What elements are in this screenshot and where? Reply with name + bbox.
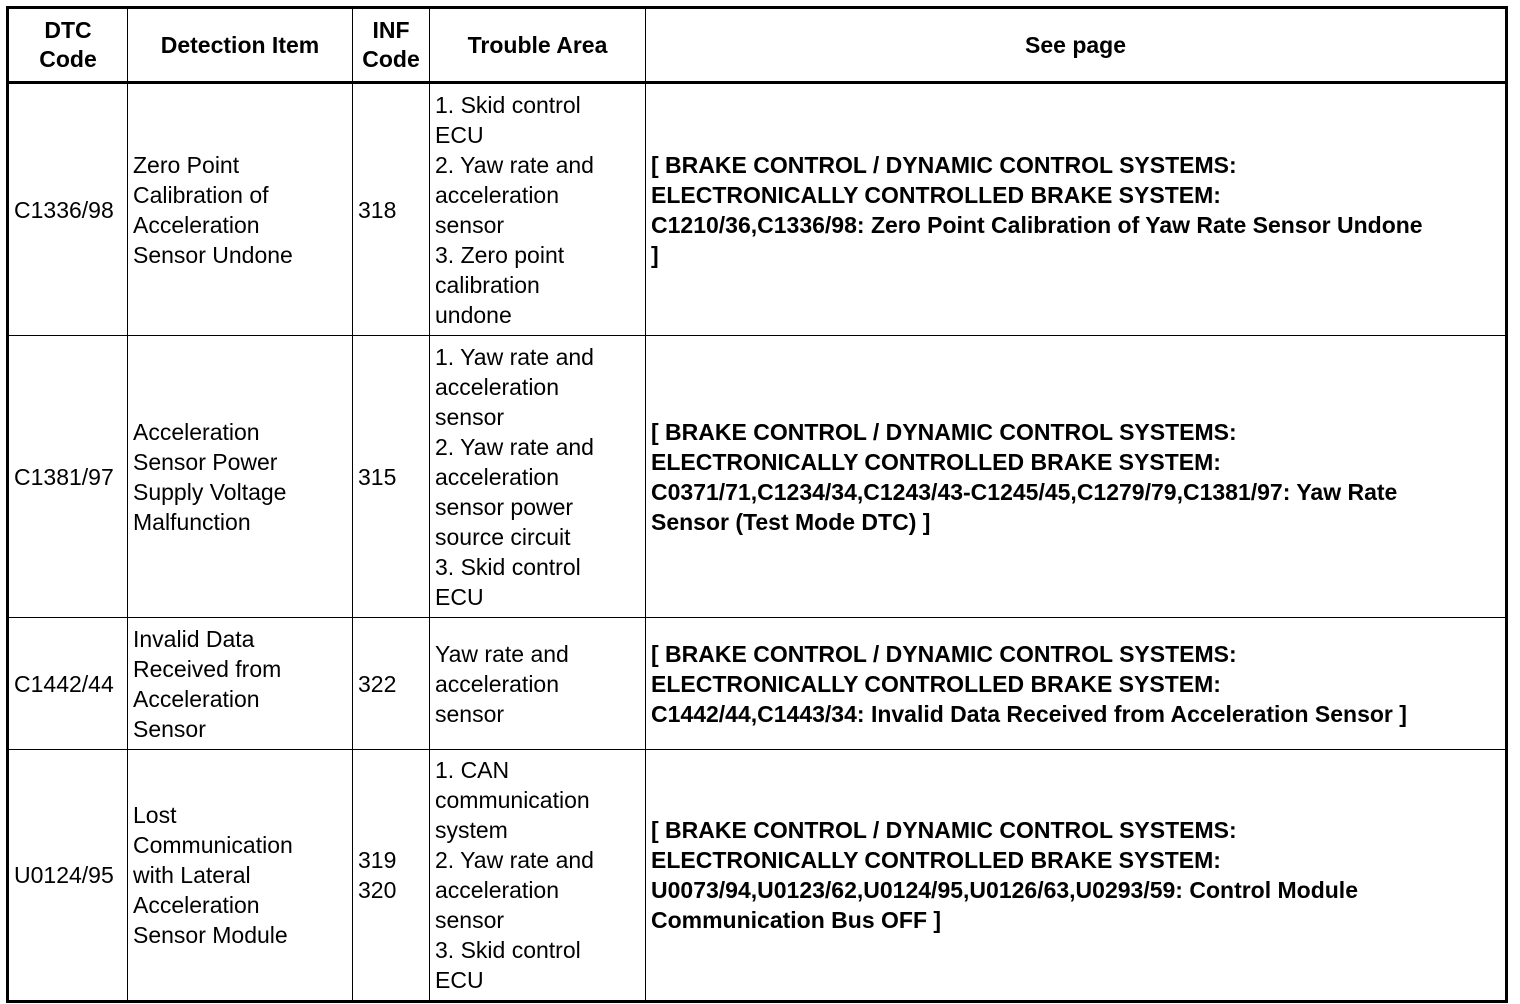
text-line: Calibration of	[133, 181, 269, 208]
text-line: Sensor Power	[133, 448, 278, 475]
text-line: acceleration	[435, 373, 560, 400]
text-line: 3. Zero point	[435, 241, 565, 268]
dtc-code-cell: C1336/98	[8, 83, 128, 336]
table-row	[8, 336, 1507, 618]
text-line: Acceleration	[133, 211, 260, 238]
table-row	[8, 618, 1507, 750]
header-see-page: See page	[646, 8, 1507, 83]
text-line: 1. Yaw rate and	[435, 343, 594, 370]
text-line: 3. Skid control	[435, 553, 581, 580]
table-row	[8, 83, 1507, 336]
text-line: Invalid Data	[133, 625, 255, 652]
text-line: acceleration	[435, 463, 560, 490]
text-line: undone	[435, 301, 512, 328]
header-inf-code-line: INF	[372, 17, 410, 43]
text-line: sensor power	[435, 493, 574, 520]
text-line: [ BRAKE CONTROL / DYNAMIC CONTROL SYSTEMS:	[651, 151, 1237, 178]
header-dtc-code	[8, 8, 128, 83]
detection-item-cell	[128, 83, 353, 336]
text-line: 315	[358, 463, 397, 490]
inf-code-cell	[353, 618, 430, 750]
text-line: ELECTRONICALLY CONTROLLED BRAKE SYSTEM:	[651, 181, 1221, 208]
text-line: sensor	[435, 403, 505, 430]
dtc-code-cell: U0124/95	[8, 750, 128, 1002]
text-line: Acceleration	[133, 685, 260, 712]
table-row	[8, 750, 1507, 1002]
text-line: 3. Skid control	[435, 937, 581, 963]
text-line: sensor	[435, 700, 505, 727]
text-line: acceleration	[435, 877, 560, 903]
text-line: ]	[651, 241, 659, 268]
text-line: 319	[358, 847, 397, 873]
text-line: system	[435, 817, 508, 843]
text-line: Acceleration	[133, 892, 260, 918]
text-line: [ BRAKE CONTROL / DYNAMIC CONTROL SYSTEMS:	[651, 817, 1237, 843]
text-line: 2. Yaw rate and	[435, 433, 594, 460]
trouble-area-cell	[430, 83, 646, 336]
see-page-link[interactable]	[646, 750, 1507, 1002]
text-line: communication	[435, 787, 590, 813]
header-row	[8, 8, 1507, 83]
text-line: 1. Skid control	[435, 91, 581, 118]
text-line: acceleration	[435, 181, 560, 208]
text-line: sensor	[435, 211, 505, 238]
trouble-area-cell	[430, 618, 646, 750]
trouble-area-cell	[430, 750, 646, 1002]
header-inf-code	[353, 8, 430, 83]
text-line: ELECTRONICALLY CONTROLLED BRAKE SYSTEM:	[651, 448, 1221, 475]
trouble-area-cell	[430, 336, 646, 618]
text-line: 1. CAN	[435, 757, 510, 783]
dtc-code-cell: C1442/44	[8, 618, 128, 750]
text-line: sensor	[435, 907, 505, 933]
see-page-link[interactable]	[646, 83, 1507, 336]
text-line: 2. Yaw rate and	[435, 847, 594, 873]
see-page-link[interactable]	[646, 618, 1507, 750]
text-line: Sensor Module	[133, 922, 288, 948]
text-line: source circuit	[435, 523, 571, 550]
text-line: 322	[358, 670, 397, 697]
inf-code-cell	[353, 336, 430, 618]
text-line: Lost	[133, 802, 177, 828]
detection-item-cell	[128, 336, 353, 618]
header-dtc-code-line: DTC	[44, 17, 92, 43]
detection-item-cell	[128, 618, 353, 750]
text-line: U0073/94,U0123/62,U0124/95,U0126/63,U0293/59: Control Module	[651, 877, 1358, 903]
text-line: acceleration	[435, 670, 560, 697]
text-line: [ BRAKE CONTROL / DYNAMIC CONTROL SYSTEMS:	[651, 640, 1237, 667]
text-line: [ BRAKE CONTROL / DYNAMIC CONTROL SYSTEMS:	[651, 418, 1237, 445]
text-line: C1210/36,C1336/98: Zero Point Calibration of Yaw Rate Sensor Undone	[651, 211, 1423, 238]
text-line: C1442/44,C1443/34: Invalid Data Received from Acceleration Sensor ]	[651, 700, 1407, 727]
text-line: Received from	[133, 655, 282, 682]
text-line: Communication Bus OFF ]	[651, 907, 942, 933]
text-line: with Lateral	[133, 862, 251, 888]
text-line: ECU	[435, 967, 484, 993]
inf-code-cell	[353, 83, 430, 336]
text-line: 320	[358, 877, 397, 903]
text-line: Communication	[133, 832, 293, 858]
text-line: ELECTRONICALLY CONTROLLED BRAKE SYSTEM:	[651, 847, 1221, 873]
text-line: ECU	[435, 121, 484, 148]
text-line: ELECTRONICALLY CONTROLLED BRAKE SYSTEM:	[651, 670, 1221, 697]
text-line: C0371/71,C1234/34,C1243/43-C1245/45,C1279/79,C1381/97: Yaw Rate	[651, 478, 1398, 505]
text-line: Supply Voltage	[133, 478, 287, 505]
text-line: ECU	[435, 583, 484, 610]
header-detection-item: Detection Item	[128, 8, 353, 83]
detection-item-cell	[128, 750, 353, 1002]
text-line: Yaw rate and	[435, 640, 569, 667]
text-line: calibration	[435, 271, 540, 298]
text-line: Sensor Undone	[133, 241, 293, 268]
dtc-table	[6, 6, 1508, 1003]
text-line: 318	[358, 196, 397, 223]
dtc-code-cell: C1381/97	[8, 336, 128, 618]
text-line: Malfunction	[133, 508, 251, 535]
text-line: Sensor	[133, 715, 206, 742]
text-line: 2. Yaw rate and	[435, 151, 594, 178]
header-dtc-code-line: Code	[39, 46, 97, 72]
text-line: Sensor (Test Mode DTC) ]	[651, 508, 931, 535]
header-inf-code-line: Code	[362, 46, 420, 72]
inf-code-cell	[353, 750, 430, 1002]
text-line: Acceleration	[133, 418, 260, 445]
see-page-link[interactable]	[646, 336, 1507, 618]
header-trouble-area: Trouble Area	[430, 8, 646, 83]
text-line: Zero Point	[133, 151, 240, 178]
